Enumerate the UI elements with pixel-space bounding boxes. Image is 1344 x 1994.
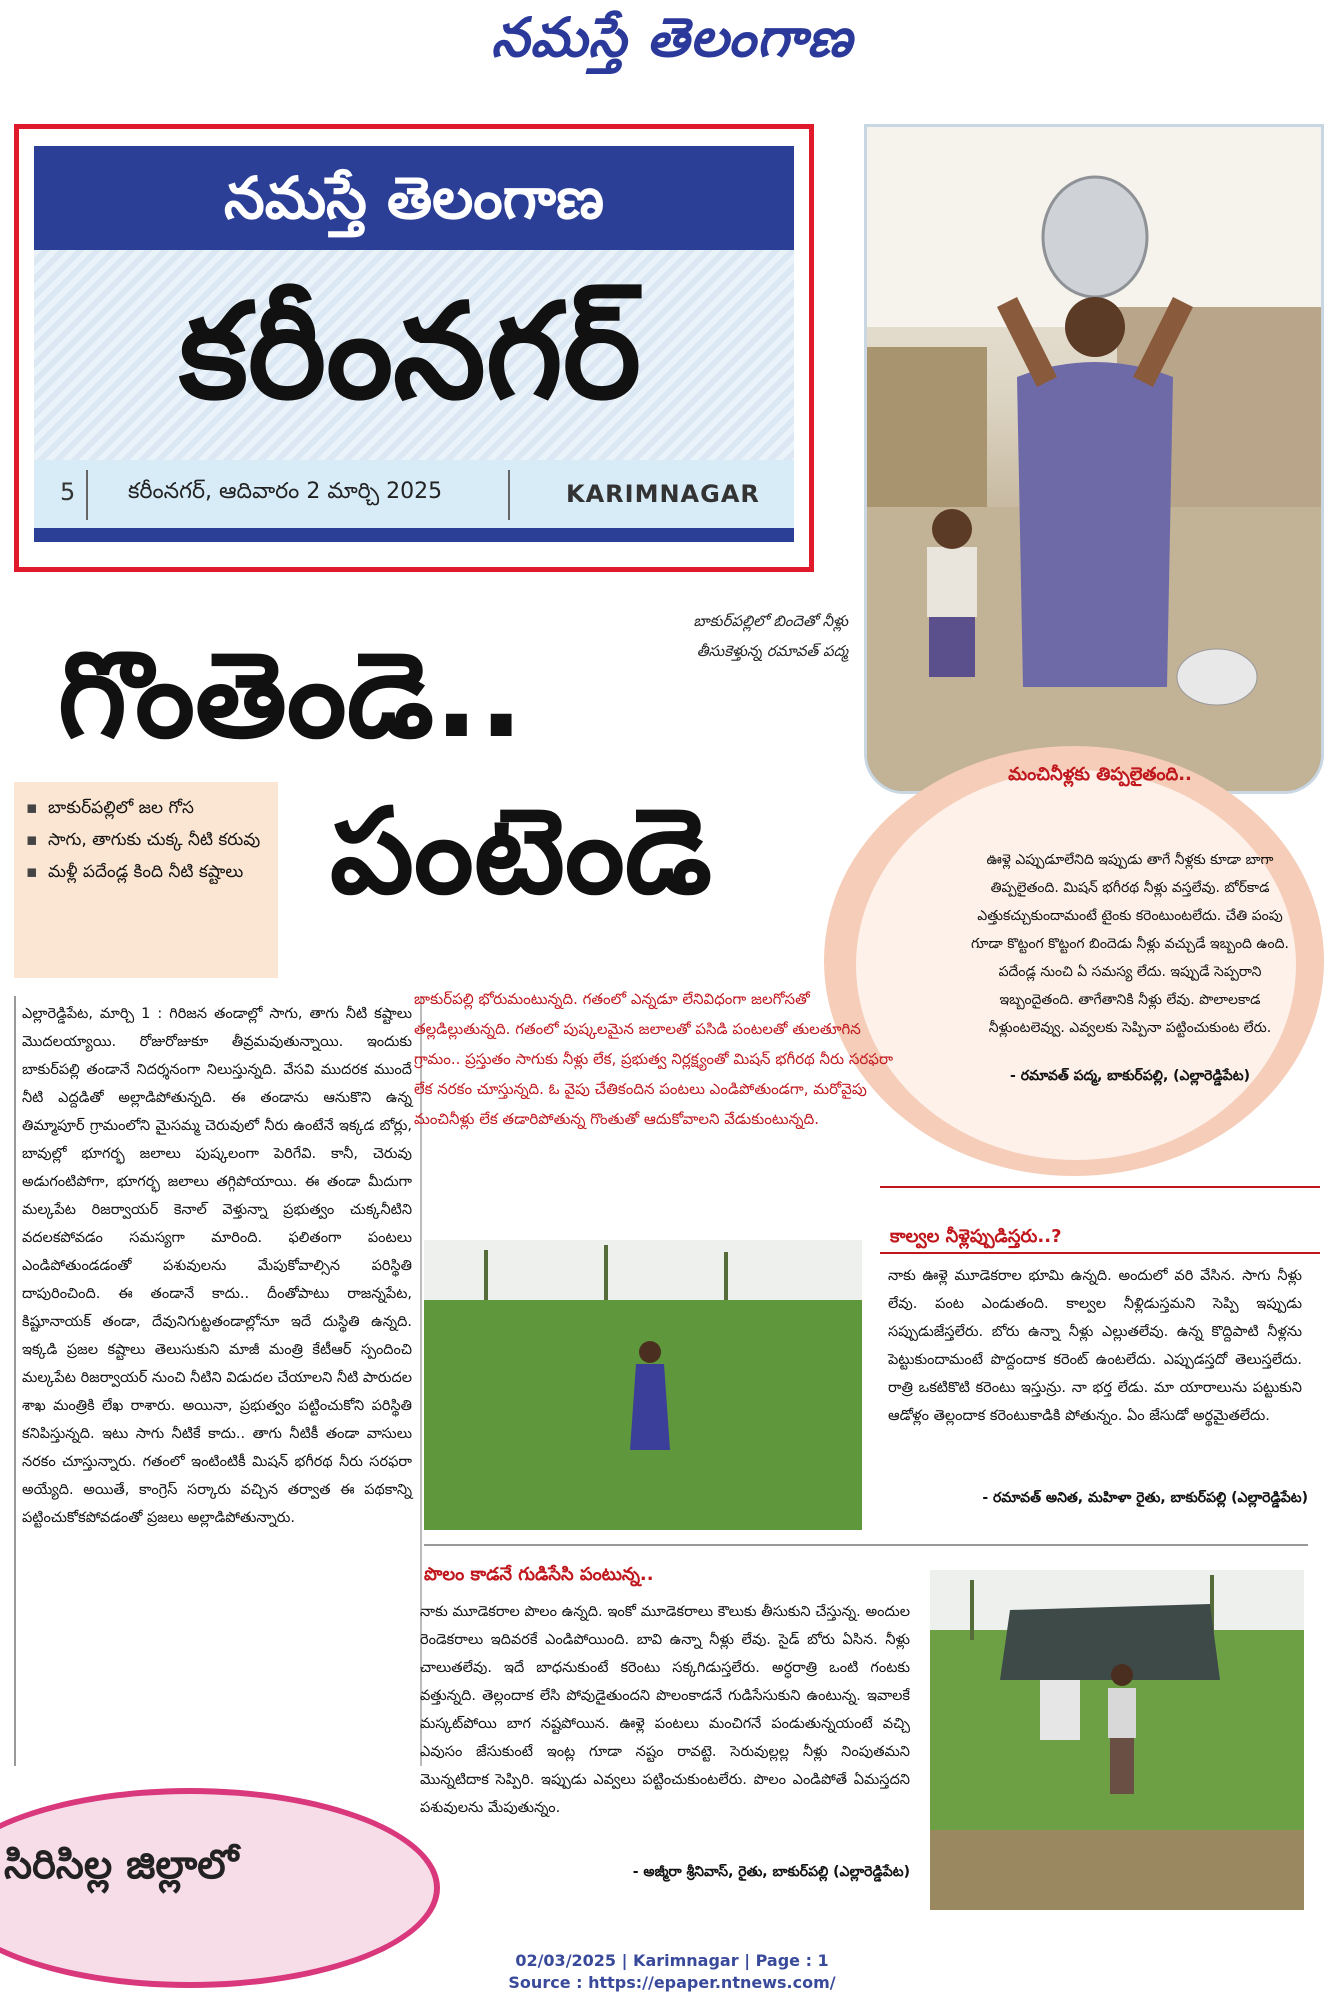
highlight-item: ▪ బాకుర్‌పల్లిలో జల గోస — [22, 792, 274, 824]
page-number: 5 — [60, 478, 76, 506]
masthead-logo: నమస్తే తెలంగాణ — [491, 6, 853, 69]
quote-signature: - రమావత్ పద్మ, బాకుర్‌పల్లి, (ఎల్లారెడ్డిపేట) — [1010, 1068, 1250, 1084]
edition-name: KARIMNAGAR — [566, 480, 760, 508]
column-rule — [14, 996, 16, 1766]
headline-line-1: గొంతెండె.. — [58, 626, 524, 764]
divider — [86, 470, 88, 520]
quote-text: నాకు ఊళ్లె మూడెకరాల భూమి ఉన్నది. అందులో వరి వేసిన. సాగు నీళ్లు లేవు. పంట ఎండుతంది. కాల్వల నీళ్లిడుస్తమని సెప్పి ఇప్పుడు సప్పుడుజేస్తలేరు. బోరు ఉన్నా నీళ్లు ఎల్లుతలేవు. ఉన్న కొద్దిపాటి నీళ్లను పెట్టుకుందామంటే పొద్దందాక కరెంట్ ఉంటలేదు. ఎప్పుడస్తదో తెలుస్తలేదు. రాత్రి ఒకటికొటి కరెంటు ఇస్తున్రు. నా భర్త లేడు. మా యారాలును పట్టుకుని ఆడోళ్లం తెల్లందాక కరెంటుకాడికి పోతున్నం. ఏం జేసుడో అర్థమైతలేదు. — [888, 1268, 1302, 1424]
article-body: ఎల్లారెడ్డిపేట, మార్చి 1 : గిరిజన తండాల్లో సాగు, తాగు నీటి కష్టాలు మొదలయ్యాయి. రోజురోజుకూ తీవ్రమవుతున్నాయి. ఇందుకు బాకుర్‌పల్లి తండానే నిదర్శనంగా నిలుస్తున్నది. వేసవి ముదరక ముందే నీటి ఎద్దడితో అల్లాడిపోతున్నది. ఈ తండాను ఆనుకొని ఉన్న తిమ్మాపూర్ గ్రామంలోని మైసమ్మ చెరువులో నీరు ఉంటేనే ఇక్కడ బోర్లు, బావుల్లో భూగర్భ జలాలు పుష్కలంగా పెరిగేవి. కానీ, చెరువు అడుగంటిపోగా, భూగర్భ జలాలు తగ్గిపోయాయి. ఈ తండా మీదుగా మల్కపేట రిజర్వాయర్ కెనాల్ వెళ్తున్నా ప్రభుత్వం చుక్కనీటిని వదలకపోవడం సమస్యగా మారింది. ఫలితంగా పంటలు ఎండిపోతుండడంతో పశువులను మేపుకోవాల్సిన పరిస్థితి దాపురించింది. ఈ తండానే కాదు.. దీంతోపాటు రాజన్నపేట, కిష్టూనాయక్ తండా, దేవునిగుట్టతండాల్లోనూ ఇదే దుస్థితి ఉన్నది. ఇక్కడి ప్రజల కష్టాలు తెలుసుకుని మాజీ మంత్రి కేటీఆర్ స్పందించి మల్కపేట రిజర్వాయర్ నుంచి నీటిని విడుదల చేయాలని నీటి పారుదల శాఖ మంత్రికి లేఖ రాశారు. అయినా, ప్రభుత్వం పట్టించుకోని పరిస్థితి కనిపిస్తున్నది. ఇటు సాగు నీటికే కాదు.. తాగు నీటికీ తండా వాసులు నరకం చూస్తున్నారు. గతంలో ఇంటింటికీ మిషన్ భగీరథ నీరు సరఫరా అయ్యేది. అయితే, కాంగ్రెస్ సర్కారు వచ్చిన తర్వాత ఈ పథకాన్ని పట్టించుకోకపోవడంతో ప్రజలు అల్లాడిపోతున్నారు. — [22, 1006, 412, 1526]
article-intro: బాకుర్‌పల్లి భోరుమంటున్నది. గతంలో ఎన్నడూ లేనివిధంగా జలగోసతో తల్లడిల్లుతున్నది. గతంలో పుష్కలమైన జలాలతో పసిడి పంటలతో తులతూగిన గ్రామం.. ప్రస్తుతం సాగుకు నీళ్లు లేక, ప్రభుత్వ నిర్లక్ష్యంతో మిషన్ భగీరథ నీరు సరఫరా లేక నరకం చూస్తున్నది. ఓ వైపు చేతికందిన పంటలు ఎండిపోతుండగా, మరోవైపు మంచినీళ్లు లేక తడారిపోతున్న గొంతుతో ఆదుకోవాలని వేడుకుంటున్నది. — [414, 990, 894, 1128]
date-line: కరీంనగర్, ఆదివారం 2 మార్చి 2025 — [128, 479, 443, 504]
quote-title: పొలం కాడనే గుడిసేసి పంటున్న.. — [424, 1564, 654, 1585]
highlight-item: ▪ మళ్లీ పదేండ్ల కింది నీటి కష్టాలు — [22, 856, 274, 888]
footer-meta: 02/03/2025 | Karimnagar | Page : 1 — [515, 1951, 829, 1970]
photo-woman-in-paddy-field — [424, 1240, 862, 1530]
headline-line-2: పంటెండె — [330, 782, 712, 920]
section-rule — [880, 1252, 1320, 1254]
photo-woman-carrying-water — [864, 124, 1324, 794]
divider — [508, 470, 510, 520]
highlights-list — [22, 792, 274, 888]
section-title: కరీంనగర్ — [179, 275, 641, 429]
photo-illustration — [867, 127, 1324, 794]
section-rule — [424, 1544, 1308, 1546]
highlight-item: ▪ సాగు, తాగుకు చుక్క నీటి కరువు — [22, 824, 274, 856]
photo-caption: బాకుర్‌పల్లిలో బిందెతో నీళ్లు తీసుకెళ్తున్న రమావత్ పద్మ — [693, 612, 848, 660]
teaser-text: సిరిసిల్ల జిల్లాలో — [4, 1842, 239, 1888]
quote-title: మంచినీళ్లకు తిప్పలైతంది.. — [1008, 764, 1192, 785]
page-footer — [0, 1950, 1344, 1994]
quote-text: నాకు మూడెకరాల పొలం ఉన్నది. ఇంకో మూడెకరాలు కౌలుకు తీసుకుని చేస్తున్న. అందుల రెండెకరాలు ఇదివరకే ఎండిపోయింది. బావి ఉన్నా నీళ్లు లేవు. సైడ్ బోరు ఏసిన. నీళ్లు చాలుతలేవు. ఇదే బాధనుకుంటే కరెంటు సక్కగిడుస్తలేరు. అర్ధరాత్రి ఒంటి గంటకు వత్తున్నది. తెల్లందాక లేసి పోవుడైతుందని పొలంకాడనే గుడిసేసుకుని ఉంటున్న. ఇవాలకే మస్కట్‌పోయి బాగ నష్టపోయిన. ఊళ్లె పంటలు మంచిగనే పండుతున్నయంటే వచ్చి ఎవుసం జేసుకుంటే ఇంట్ల గూడా నష్టం రావట్టె. సెరువుల్లల్ల నీళ్లు నింపుతమని మొన్నటిదాక సెప్పిరి. ఇప్పుడు ఎవ్వలు పట్టించుకుంటలేరు. పొలం ఎండిపోతే ఏమస్తదని పశువులను మేపుతున్నం. — [420, 1604, 910, 1816]
section-rule — [880, 1186, 1320, 1188]
quote-title: కాల్వల నీళ్లెప్పుడిస్తరు..? — [890, 1226, 1062, 1247]
quote-text: ఊళ్లె ఎప్పుడూలేనిది ఇప్పుడు తాగే నీళ్లకు కూడా బాగా తిప్పలైతంది. మిషన్ భగీరథ నీళ్లు వస్తలేవు. బోర్‌కాడ ఎత్తుకచ్చుకుందామంటే టైంకు కరెంటుంటలేదు. చేతి పంపు గూడా కొట్టంగ కొట్టంగ బిందెడు నీళ్లు వచ్చుడే ఇబ్బంది ఉంది. పదేండ్ల నుంచి ఏ సమస్య లేదు. ఇప్పుడే సెప్పరాని ఇబ్బందైతంది. తాగేతానికి నీళ్లు లేవు. పొలాలకాడ నీళ్లుంటలెవ్వు. ఎవ్వలకు సెప్పినా పట్టించుకుంట లేరు. — [971, 852, 1289, 1036]
quote-signature: - అజ్మీరా శ్రీనివాస్, రైతు, బాకుర్‌పల్లి (ఎల్లారెడ్డిపేట) — [632, 1864, 910, 1880]
footer-source[interactable]: Source : https://epaper.ntnews.com/ — [508, 1973, 836, 1992]
quote-signature: - రమావత్ అనిత, మహిళా రైతు, బాకుర్‌పల్లి (ఎల్లారెడ్డిపేట) — [982, 1490, 1308, 1506]
photo-illustration — [930, 1570, 1304, 1910]
photo-farmer-near-hut — [930, 1570, 1304, 1910]
header-brand: నమస్తే తెలంగాణ — [34, 146, 794, 250]
photo-illustration — [424, 1240, 862, 1530]
